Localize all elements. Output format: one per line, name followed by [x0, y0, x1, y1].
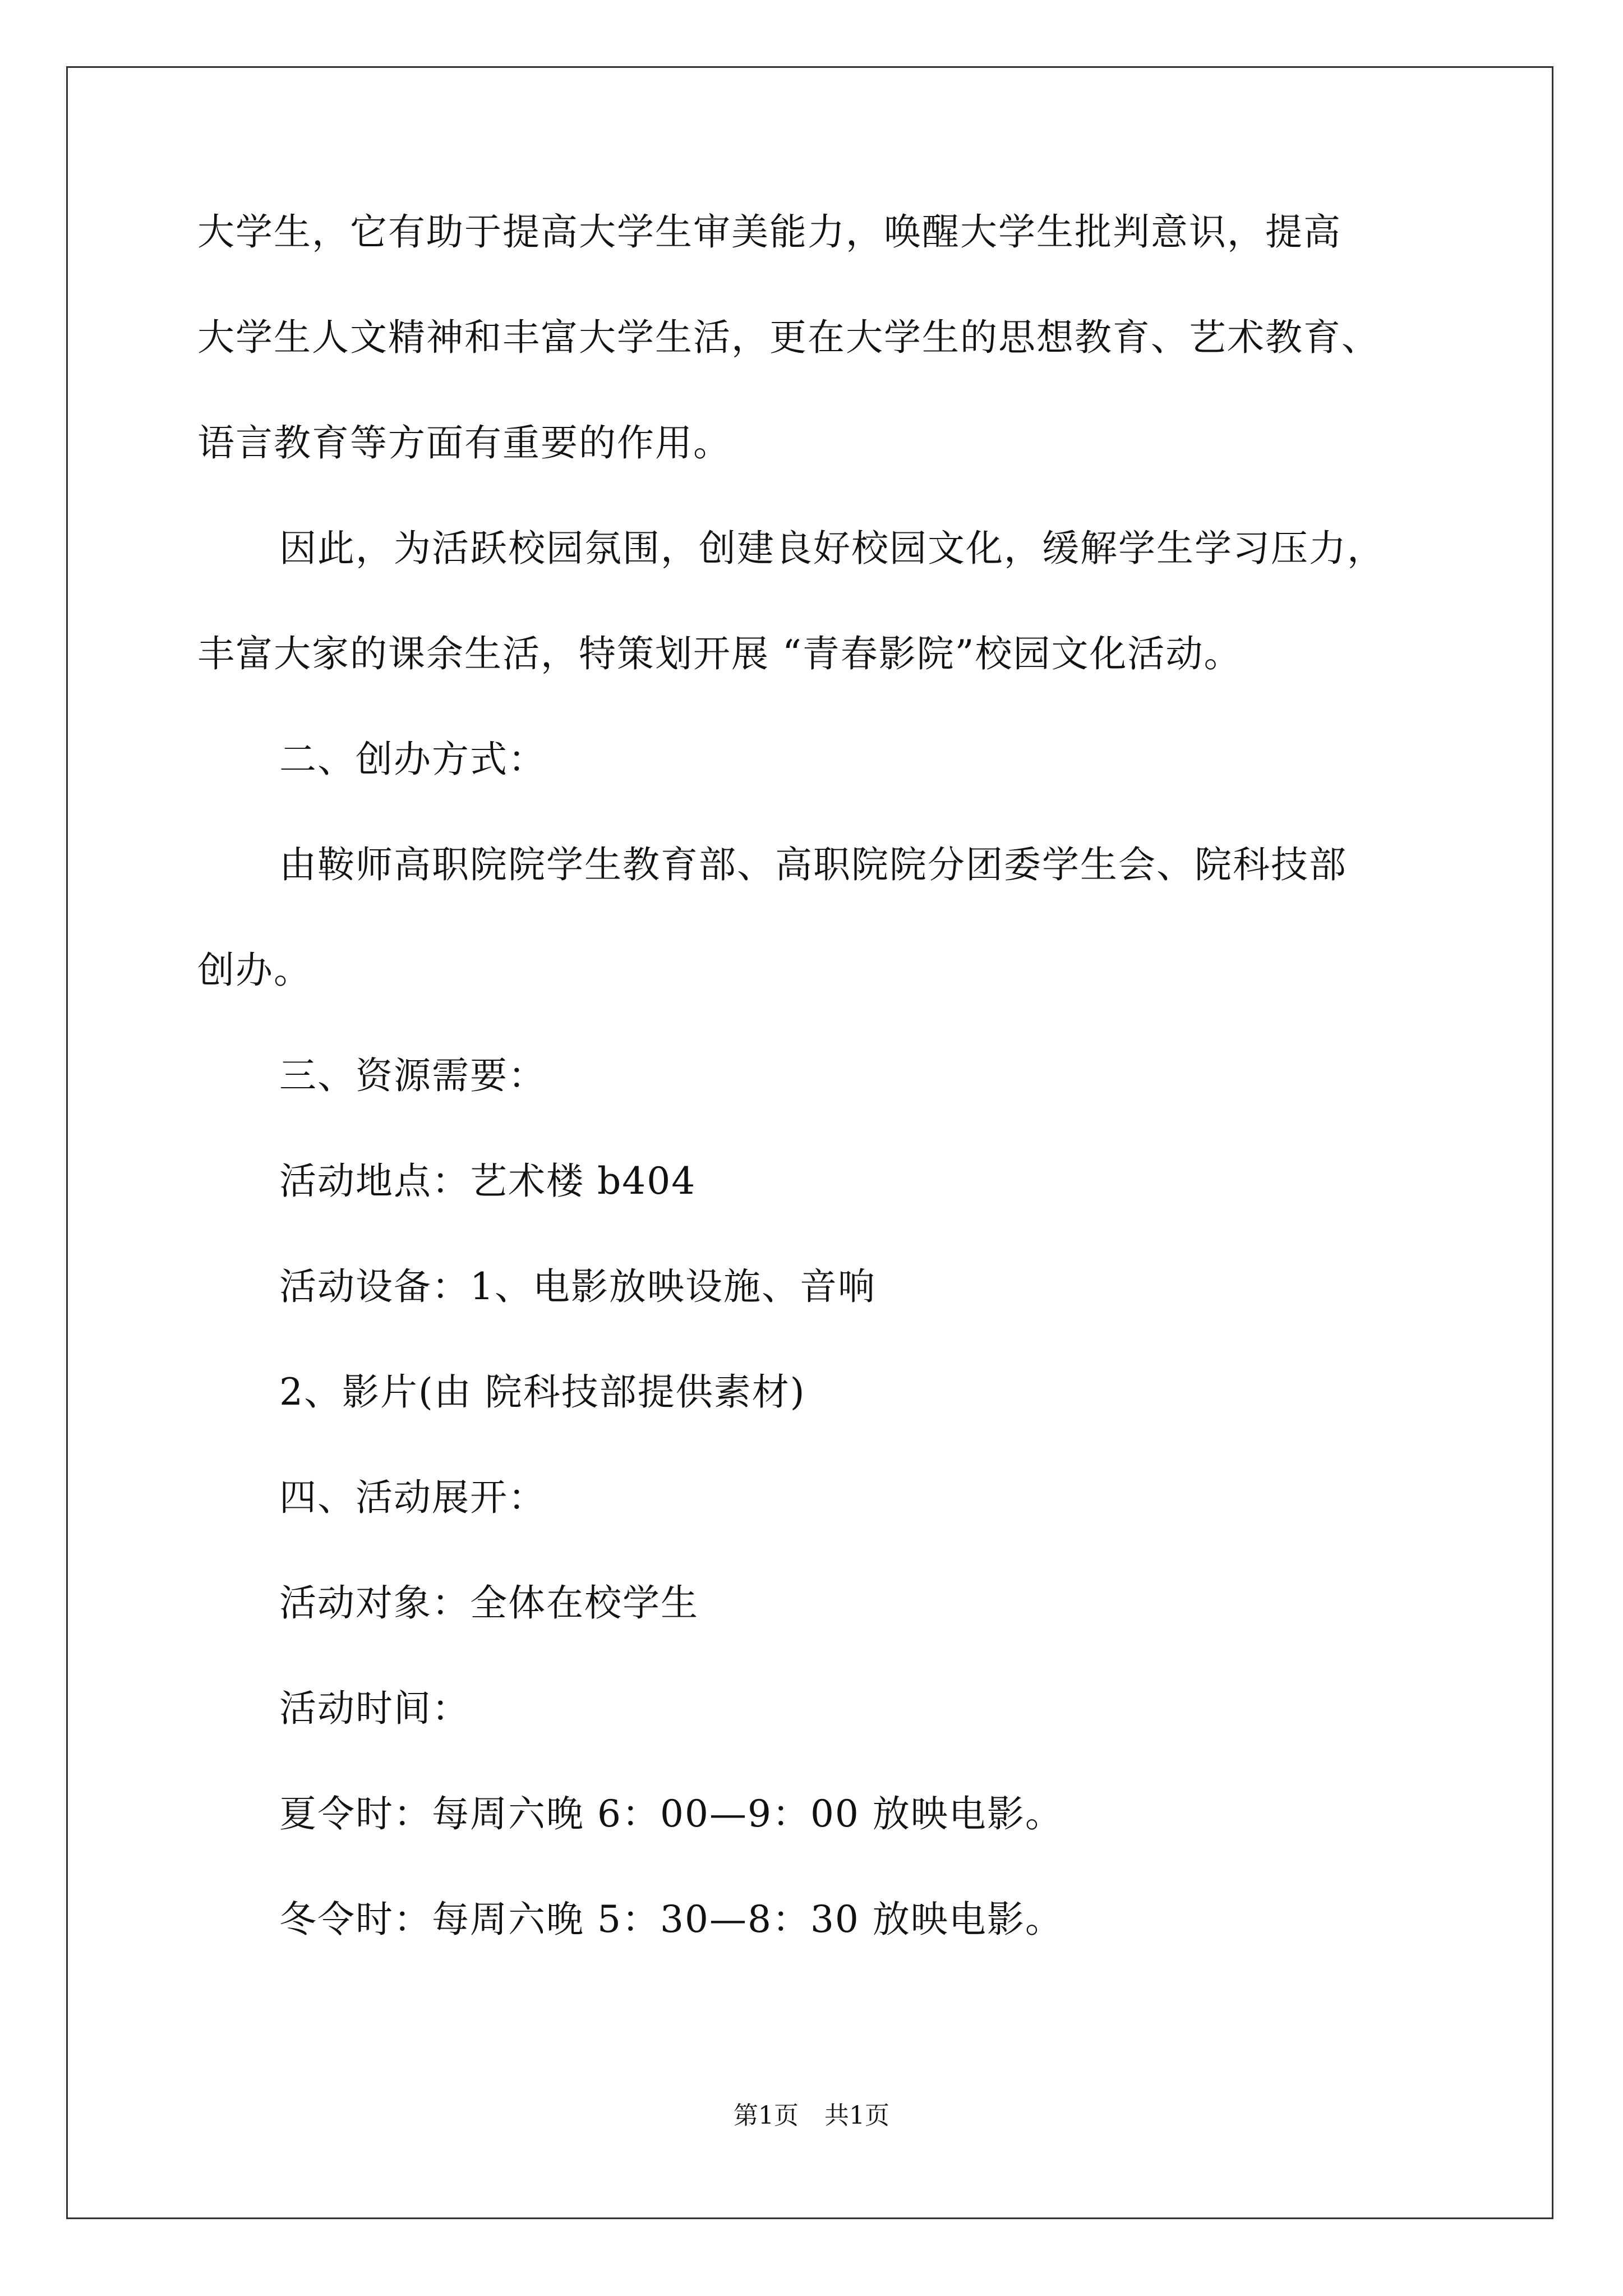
paragraph-line: 大学生，它有助于提高大学生审美能力，唤醒大学生批判意识，提高: [197, 210, 1341, 254]
document-body: [197, 206, 1448, 1945]
page-footer: [0, 2100, 1623, 2132]
page-number-total: 共1页: [824, 2101, 889, 2130]
paragraph-line: 夏令时：每周六晚 6：00—9：00 放映电影。: [279, 1792, 1063, 1835]
paragraph-line: 丰富大家的课余生活，特策划开展 “青春影院”校园文化活动。: [197, 632, 1242, 675]
section-heading: 三、资源需要：: [279, 1054, 546, 1097]
paragraph-line: 冬令时：每周六晚 5：30—8：30 放映电影。: [279, 1898, 1063, 1941]
paragraph-line: 活动对象：全体在校学生: [279, 1581, 699, 1625]
paragraph-line: 2、影片(由 院科技部提供素材): [279, 1370, 806, 1414]
page-number-current: 第1页: [734, 2101, 799, 2130]
paragraph-line: 创办。: [197, 949, 312, 992]
paragraph-line: 语言教育等方面有重要的作用。: [197, 421, 731, 464]
paragraph-line: 活动设备：1、电影放映设施、音响: [279, 1265, 876, 1308]
paragraph-line: 因此，为活跃校园氛围，创建良好校园文化，缓解学生学习压力，: [279, 527, 1385, 570]
paragraph-line: 活动地点：艺术楼 b404: [279, 1159, 697, 1203]
section-heading: 四、活动展开：: [279, 1476, 546, 1519]
section-heading: 二、创办方式：: [279, 738, 546, 781]
paragraph-line: 大学生人文精神和丰富大学生活，更在大学生的思想教育、艺术教育、: [197, 316, 1380, 359]
paragraph-line: 活动时间：: [279, 1687, 470, 1730]
paragraph-line: 由鞍师高职院院学生教育部、高职院院分团委学生会、院科技部: [279, 843, 1347, 886]
